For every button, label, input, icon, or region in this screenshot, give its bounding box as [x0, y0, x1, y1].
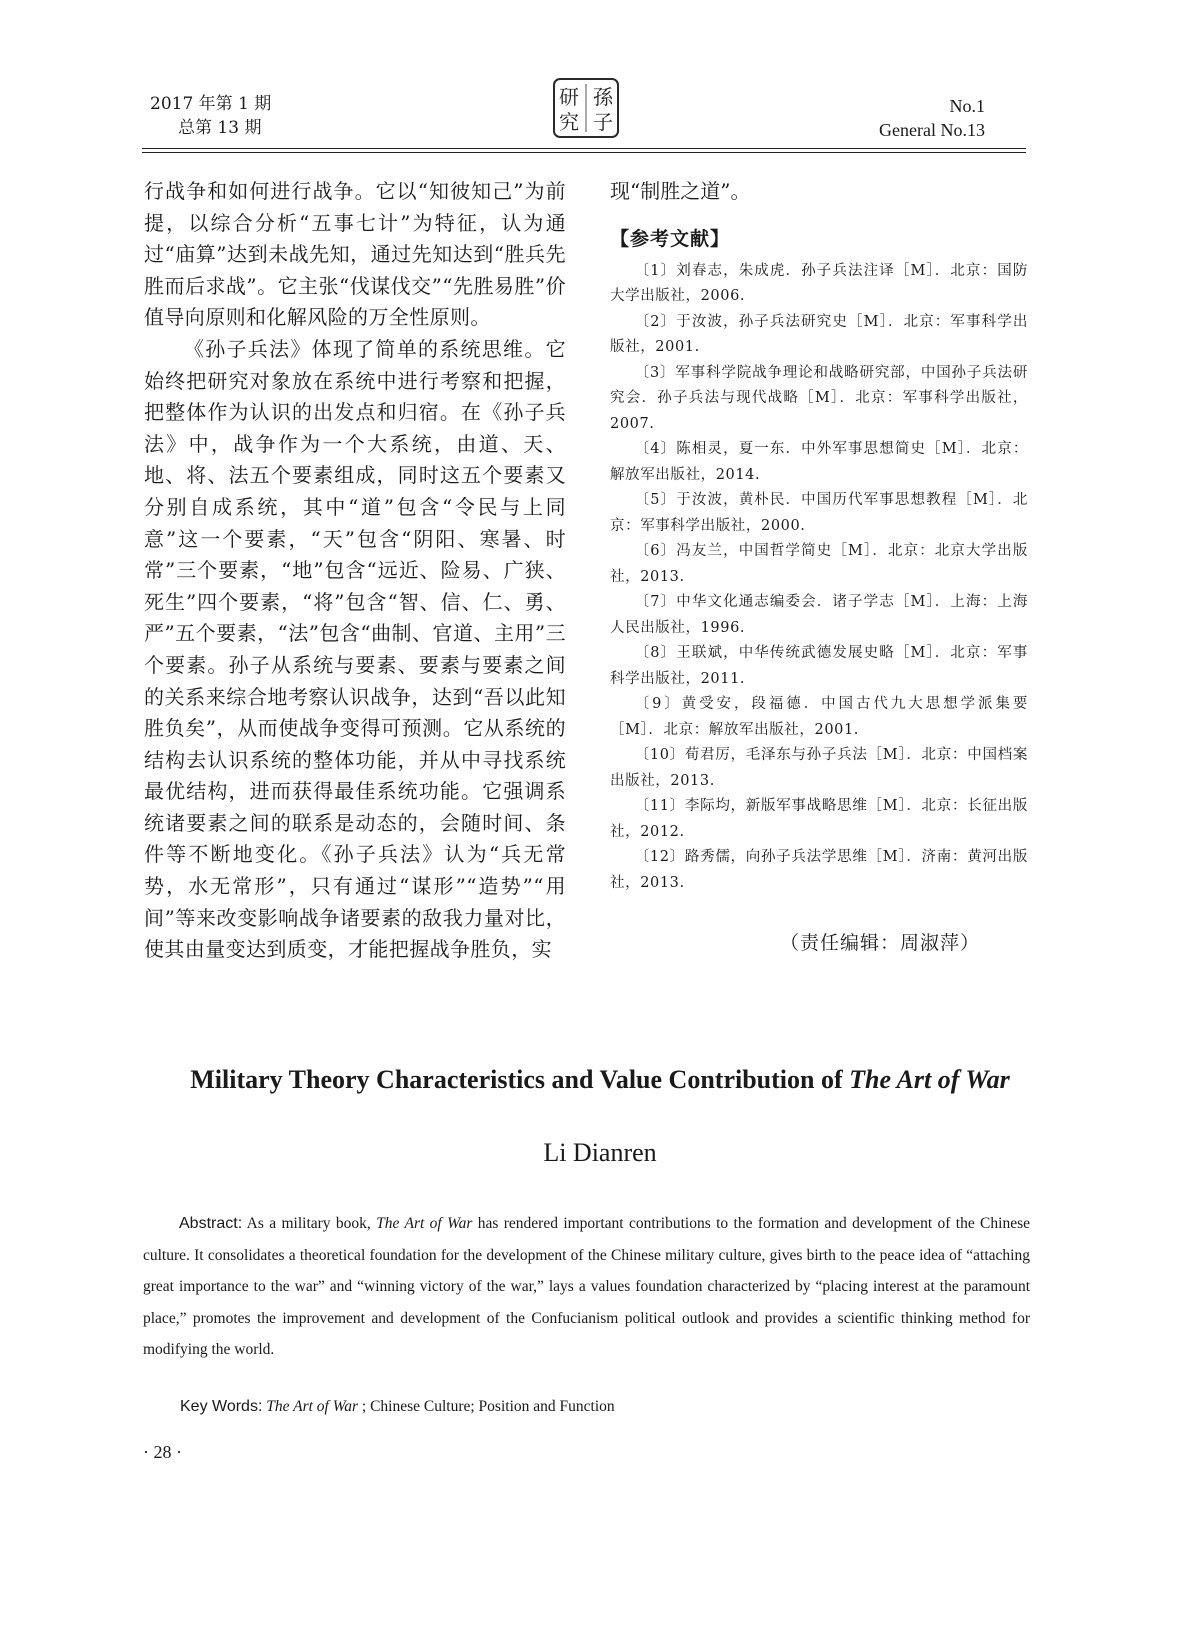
- reference-item: 〔1〕刘春志，朱成虎．孙子兵法注译［M］．北京：国防大学出版社，2006.: [610, 262, 1028, 305]
- reference-item: 〔4〕陈相灵，夏一东．中外军事思想简史［M］．北京：解放军出版社，2014.: [610, 441, 1028, 483]
- english-title: [0, 1065, 1200, 1095]
- reference-item: 〔2〕于汝波，孙子兵法研究史［M］．北京：军事科学出版社，2001.: [610, 313, 1028, 356]
- english-author: Li Dianren: [543, 1138, 657, 1167]
- abstract-text-post: has rendered important contributions to the formation and development of the Chinese culture. It consolidates a theoretical foundation for the development of the Chinese military culture, gives birth to the peace idea of “attaching great importance to the war” and “winning victory of the war,” lays a values foundation characterized by “placing interest at the paramount place,” promotes the improvement and development of the Confucianism political outlook and provides a scientific thinking method for modifying the world.: [143, 1215, 1030, 1358]
- english-abstract: [143, 1208, 1030, 1366]
- responsible-editor: （责任编辑：周淑萍）: [780, 932, 981, 954]
- english-keywords: [180, 1398, 615, 1416]
- journal-logo-seal: [551, 76, 621, 140]
- body-paragraph: 《孙子兵法》体现了简单的系统思维。它始终把研究对象放在系统中进行考察和把握，把整体作为认识的出发点和归宿。在《孙子兵法》中，战争作为一个大系统，由道、天、地、将、法五个要素组成，同时这五个要素又分别自成系统，其中“道”包含“令民与上同意”这一个要素，“天”包含“阴阳、寒暑、时常”三个要素，“地”包含“远近、险易、广狭、死生”四个要素，“将”包含“智、信、仁、勇、严”五个要素，“法”包含“曲制、官道、主用”三个要素。孙子从系统与要素、要素与要素之间的关系来综合地考察认识战争，达到“吾以此知胜负矣”，从而使战争变得可预测。它从系统的结构去认识系统的整体功能，并从中寻找系统最优结构，进而获得最佳系统功能。它强调系统诸要素之间的联系是动态的，会随时间、条件等不断地变化。《孙子兵法》认为“兵无常势，水无常形”，只有通过“谋形”“造势”“用间”等来改变影响战争诸要素的敌我力量对比，使其由量变达到质变，才能把握战争胜负，实: [144, 336, 566, 962]
- keywords-rest: ; Chinese Culture; Position and Function: [358, 1398, 615, 1415]
- body-paragraph: 行战争和如何进行战争。它以“知彼知己”为前提，以综合分析“五事七计”为特征，认为通过“庙算”达到未战先知，通过先知达到“胜兵先胜而后求战”。它主张“伐谋伐交”“先胜易胜”价值导向原则和化解风险的万全性原则。: [144, 179, 566, 330]
- reference-item: 〔3〕军事科学院战争理论和战略研究部，中国孙子兵法研究会．孙子兵法与现代战略［M］．北京：军事科学出版社，2007.: [610, 364, 1028, 432]
- svg-text:孫: 孫: [593, 85, 613, 109]
- page-number: · 28 ·: [143, 1442, 182, 1462]
- header-rule-top: [142, 148, 1026, 149]
- reference-item: 〔11〕李际均，新版军事战略思维［M］．北京：长征出版社，2012.: [610, 798, 1028, 840]
- abstract-book-title: The Art of War: [376, 1215, 473, 1232]
- abstract-label: Abstract:: [179, 1215, 243, 1232]
- svg-text:子: 子: [593, 110, 613, 134]
- total-issue-en: General No.13: [879, 120, 985, 140]
- reference-item: 〔10〕荀君厉，毛泽东与孙子兵法［M］．北京：中国档案出版社，2013.: [610, 747, 1028, 789]
- header-rule-bottom: [142, 152, 1026, 153]
- reference-item: 〔7〕中华文化通志编委会．诸子学志［M］．上海：上海人民出版社，1996.: [610, 594, 1028, 636]
- journal-issue-info: [150, 92, 271, 140]
- keywords-book-title: The Art of War: [266, 1398, 359, 1415]
- keywords-label: Key Words:: [180, 1398, 263, 1415]
- issue-cn: 2017 年第 1 期: [150, 94, 272, 114]
- reference-item: 〔5〕于汝波，黄朴民．中国历代军事思想教程［M］．北京：军事科学出版社，2000.: [610, 492, 1028, 534]
- journal-issue-info-en: [879, 94, 985, 142]
- body-right-column: [610, 176, 1028, 896]
- issue-en: No.1: [949, 96, 985, 116]
- reference-item: 〔6〕冯友兰，中国哲学简史［M］．北京：北京大学出版社，2013.: [610, 543, 1028, 585]
- svg-text:究: 究: [559, 110, 579, 134]
- reference-item: 〔12〕路秀儒，向孙子兵法学思维［M］．济南：黄河出版社，2013.: [610, 849, 1028, 891]
- svg-text:研: 研: [559, 85, 579, 109]
- total-issue-cn: 总第 13 期: [178, 118, 262, 138]
- abstract-text-pre: As a military book,: [242, 1215, 377, 1232]
- reference-list: [610, 259, 1028, 897]
- english-title-book: The Art of War: [849, 1065, 1010, 1094]
- reference-item: 〔8〕王联斌，中华传统武德发展史略［M］．北京：军事科学出版社，2011.: [610, 645, 1028, 687]
- references-heading: 【参考文献】: [610, 227, 731, 250]
- body-paragraph-continuation: 现“制胜之道”。: [610, 179, 751, 203]
- reference-item: 〔9〕黄受安，段福德．中国古代九大思想学派集要［M］．北京：解放军出版社，2001.: [610, 696, 1028, 738]
- body-left-column: [144, 176, 566, 966]
- english-title-main: Military Theory Characteristics and Value Contribution of: [190, 1065, 850, 1094]
